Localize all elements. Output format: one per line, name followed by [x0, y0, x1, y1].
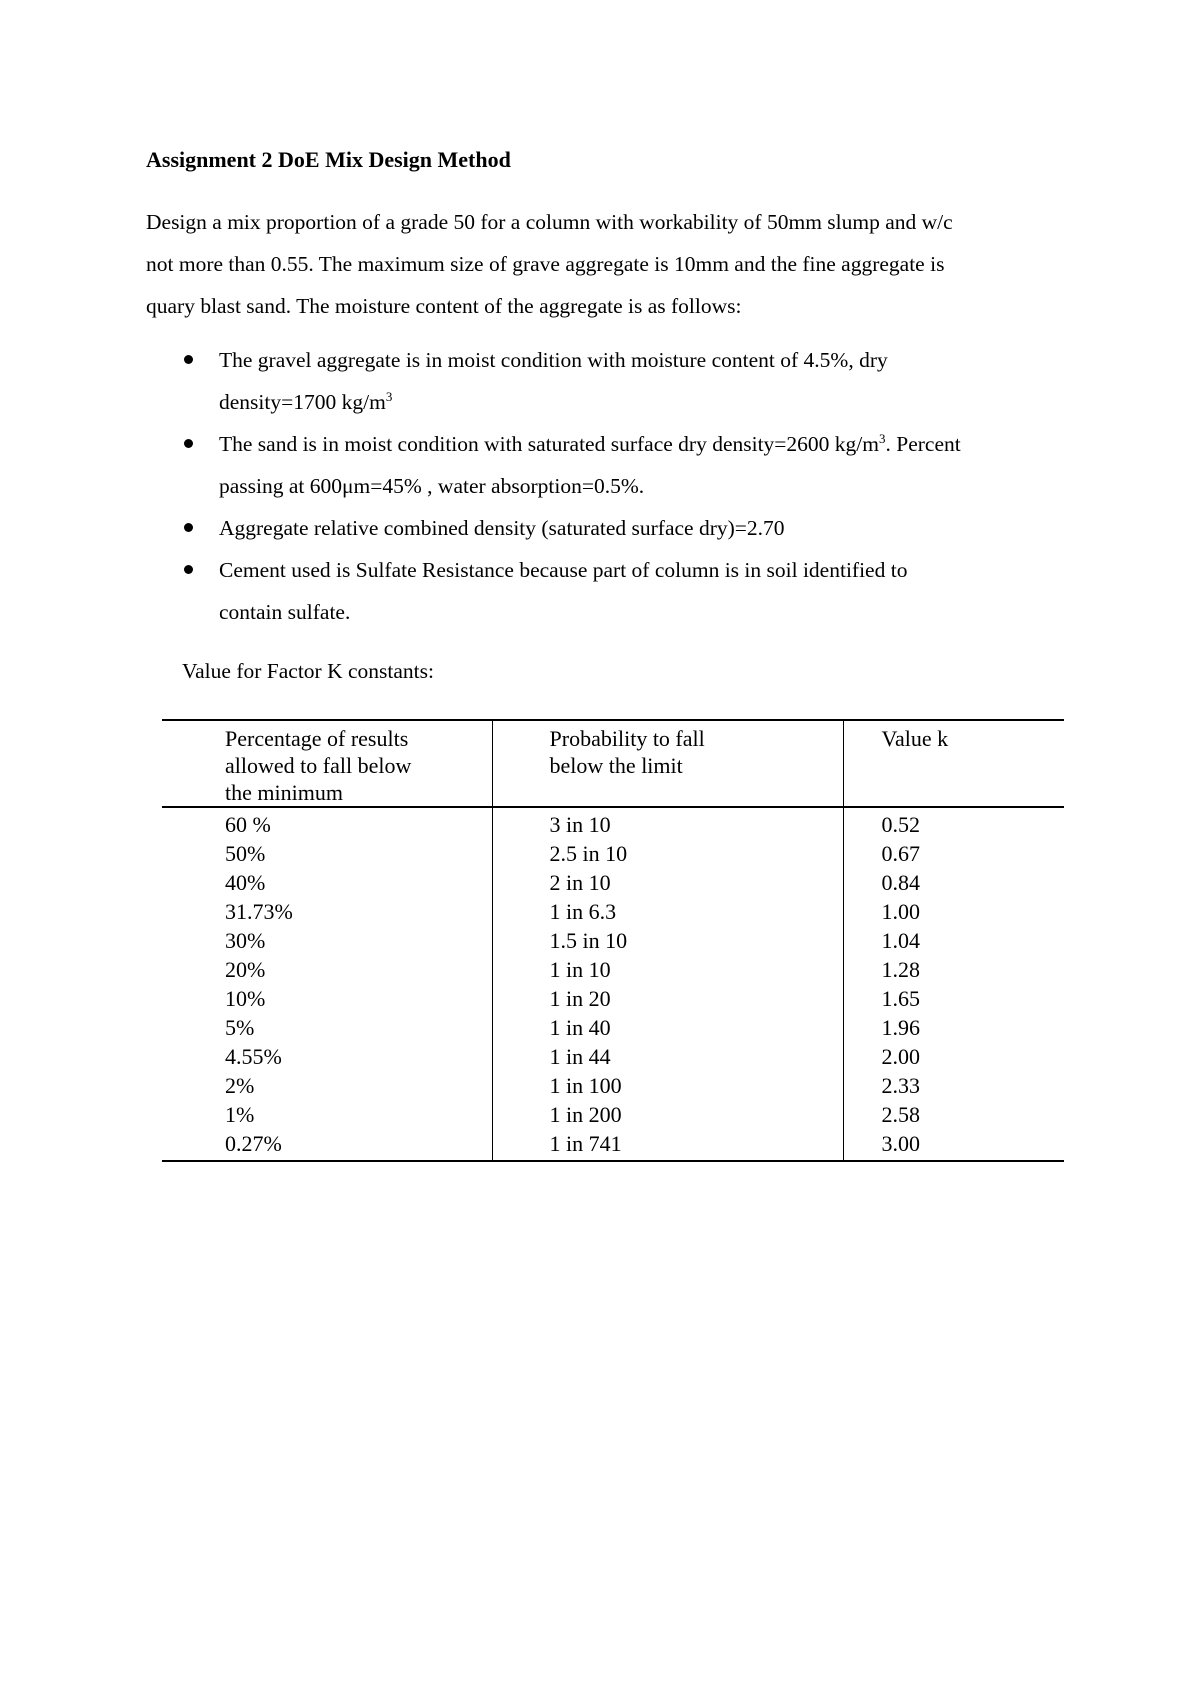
table-header-row [162, 720, 1064, 807]
k-table-caption: Value for Factor K constants: [182, 659, 434, 683]
intro-line: quary blast sand. The moisture content of the aggregate is as follows: [146, 294, 742, 318]
table-row [162, 897, 1064, 926]
cell-value-k: 0.52 [843, 807, 1064, 839]
bullet-item-density [146, 507, 1086, 549]
header-percentage [162, 720, 492, 807]
cell-probability: 1 in 10 [492, 955, 843, 984]
cell-probability: 1 in 20 [492, 984, 843, 1013]
cell-value-k: 0.84 [843, 868, 1064, 897]
table-row [162, 1071, 1064, 1100]
cell-percentage: 2% [225, 1073, 255, 1098]
intro-line: not more than 0.55. The maximum size of grave aggregate is 10mm and the fine aggregate is [146, 252, 945, 276]
bullet-icon [184, 565, 193, 574]
bullet-item-cement [146, 549, 1086, 633]
bullet-text: . Percent [885, 432, 961, 456]
cell-probability: 1 in 741 [492, 1129, 843, 1161]
cell-value-k: 1.28 [843, 955, 1064, 984]
cell-probability: 1 in 200 [492, 1100, 843, 1129]
cell-percentage: 20% [225, 957, 266, 982]
header-line: Value k [881, 726, 949, 751]
cell-value-k: 1.96 [843, 1013, 1064, 1042]
cell-probability: 1.5 in 10 [492, 926, 843, 955]
cell-value-k: 0.67 [843, 839, 1064, 868]
intro-paragraph [146, 201, 1066, 327]
cell-probability: 1 in 40 [492, 1013, 843, 1042]
intro-line: Design a mix proportion of a grade 50 for a column with workability of 50mm slump and w/c [146, 210, 953, 234]
superscript: 3 [385, 389, 393, 404]
cell-percentage: 60 % [225, 812, 271, 837]
bullet-line [219, 423, 1086, 465]
cell-value-k: 2.33 [843, 1071, 1064, 1100]
bullet-line: contain sulfate. [219, 600, 351, 624]
assignment-title: Assignment 2 DoE Mix Design Method [146, 147, 511, 172]
cell-percentage: 10% [225, 986, 266, 1011]
bullet-line: passing at 600μm=45% , water absorption=0.5%. [219, 474, 645, 498]
cell-value-k: 2.00 [843, 1042, 1064, 1071]
cell-probability: 1 in 100 [492, 1071, 843, 1100]
cell-probability: 1 in 44 [492, 1042, 843, 1071]
bullet-item-sand [146, 423, 1086, 507]
table-row [162, 1100, 1064, 1129]
cell-value-k: 1.65 [843, 984, 1064, 1013]
bullet-line: The gravel aggregate is in moist condition with moisture content of 4.5%, dry [219, 348, 888, 372]
cell-value-k: 1.04 [843, 926, 1064, 955]
cell-percentage: 1% [225, 1102, 255, 1127]
cell-value-k: 1.00 [843, 897, 1064, 926]
bullet-icon [184, 523, 193, 532]
table-row [162, 868, 1064, 897]
table-row [162, 984, 1064, 1013]
bullet-line [219, 381, 1086, 423]
bullet-icon [184, 355, 193, 364]
k-constants-table [162, 719, 1064, 1162]
header-line: the minimum [225, 780, 343, 805]
cell-percentage: 31.73% [225, 899, 293, 924]
cell-value-k: 2.58 [843, 1100, 1064, 1129]
table-row [162, 926, 1064, 955]
bullet-text: density=1700 kg/m [219, 390, 386, 414]
header-line: allowed to fall below [225, 753, 412, 778]
table-row [162, 955, 1064, 984]
header-line: Percentage of results [225, 726, 409, 751]
cell-percentage: 4.55% [225, 1044, 282, 1069]
table-body [162, 807, 1064, 1161]
cell-percentage: 0.27% [162, 1129, 492, 1161]
cell-probability: 2.5 in 10 [492, 839, 843, 868]
header-value-k [843, 720, 1064, 807]
cell-probability: 3 in 10 [492, 807, 843, 839]
cell-probability: 2 in 10 [492, 868, 843, 897]
table-row [162, 1013, 1064, 1042]
bullet-icon [184, 439, 193, 448]
bullet-item-gravel [146, 339, 1086, 423]
table-row [162, 1129, 1064, 1161]
cell-percentage: 5% [225, 1015, 255, 1040]
header-line: below the limit [549, 753, 683, 778]
cell-percentage: 30% [225, 928, 266, 953]
cell-probability: 1 in 6.3 [492, 897, 843, 926]
header-line: Probability to fall [549, 726, 705, 751]
aggregate-bullet-list [146, 339, 1086, 633]
cell-percentage: 50% [225, 841, 266, 866]
superscript: 3 [879, 431, 886, 446]
table-row [162, 1042, 1064, 1071]
header-probability [492, 720, 843, 807]
bullet-text: The sand is in moist condition with saturated surface dry density=2600 kg/m [219, 432, 880, 456]
bullet-line: Cement used is Sulfate Resistance because part of column is in soil identified to [219, 558, 908, 582]
cell-percentage: 40% [225, 870, 266, 895]
table-row [162, 807, 1064, 839]
bullet-line: Aggregate relative combined density (saturated surface dry)=2.70 [219, 516, 785, 540]
table-row [162, 839, 1064, 868]
cell-value-k: 3.00 [843, 1129, 1064, 1161]
